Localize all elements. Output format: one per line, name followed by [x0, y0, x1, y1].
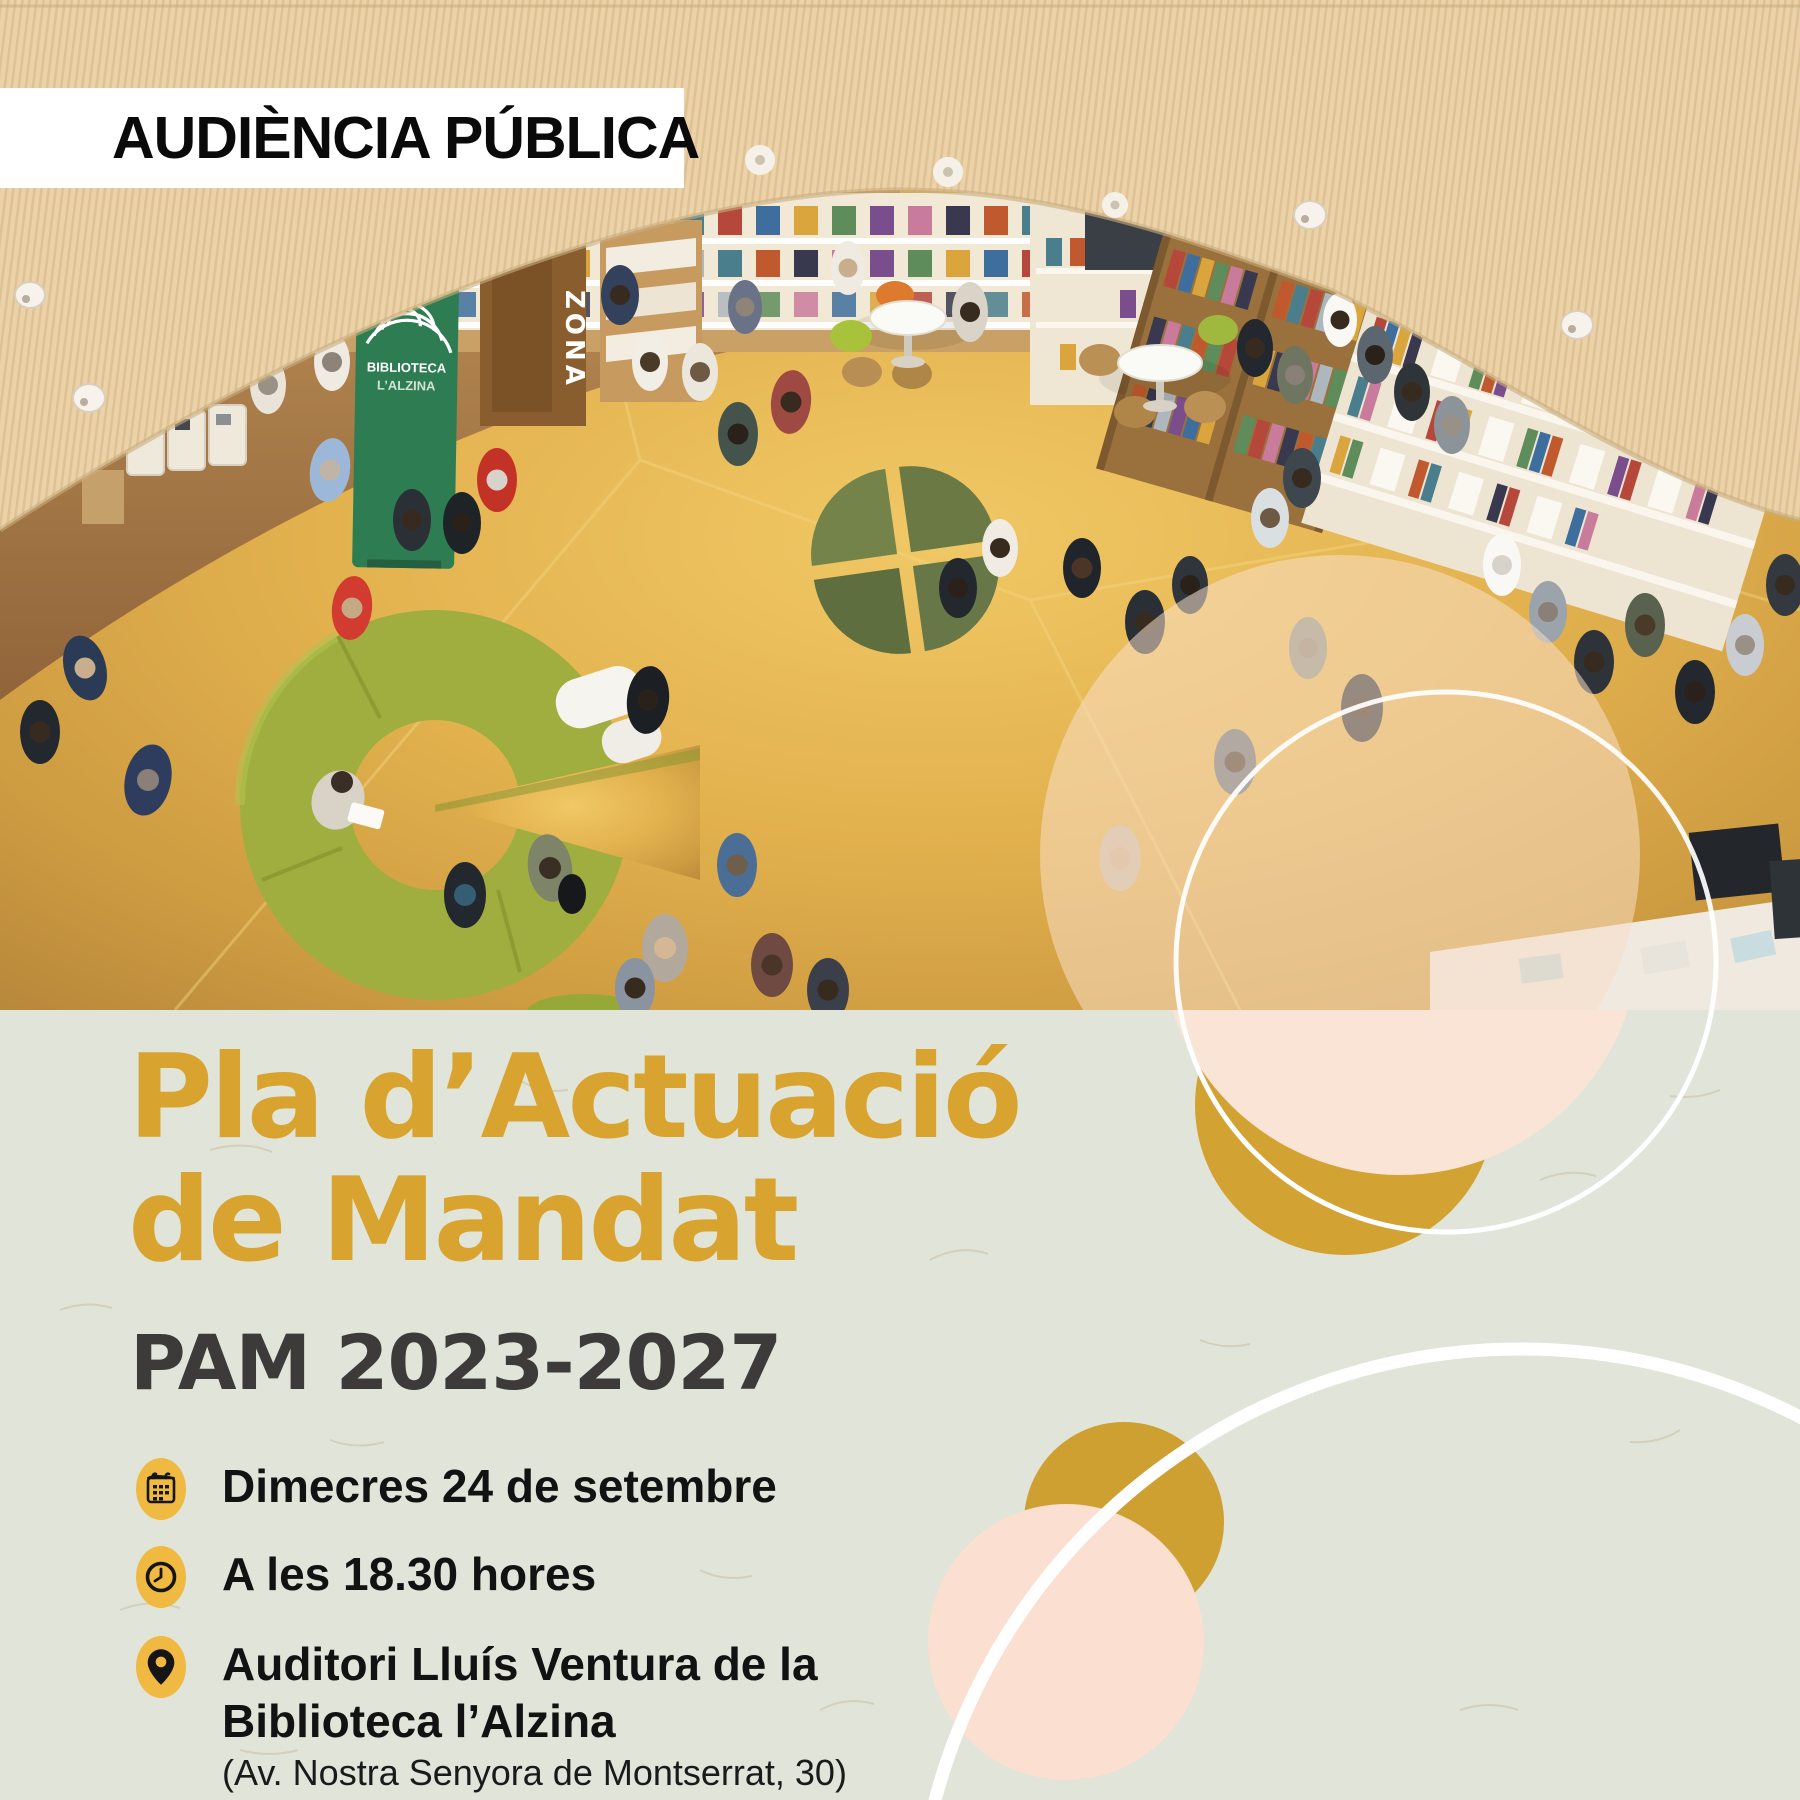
detail-time	[136, 1546, 596, 1608]
time-text: A les 18.30 hores	[222, 1548, 597, 1600]
rollup-text-line1: BIBLIOTECA	[366, 359, 447, 376]
poster-title	[128, 1030, 1020, 1288]
title-line2: de Mandat	[128, 1153, 797, 1288]
calendar-icon	[136, 1458, 186, 1520]
detail-date	[136, 1458, 777, 1520]
audiencia-banner	[0, 88, 700, 188]
poster-subtitle: PAM 2023-2027	[130, 1318, 782, 1407]
location-icon	[136, 1636, 186, 1698]
clock-icon	[136, 1546, 186, 1608]
rollup-text-line2: L’ALZINA	[376, 377, 436, 394]
detail-location	[136, 1636, 847, 1796]
location-text-line2: Biblioteca l’Alzina	[222, 1695, 616, 1747]
monitor-side	[1769, 859, 1800, 939]
location-text-line1: Auditori Lluís Ventura de la	[222, 1638, 818, 1690]
location-address: (Av. Nostra Senyora de Montserrat, 30)	[222, 1752, 847, 1793]
title-line1: Pla d’Actuació	[128, 1030, 1020, 1165]
banner-label: AUDIÈNCIA PÚBLICA	[112, 105, 700, 171]
date-text: Dimecres 24 de setembre	[222, 1460, 777, 1512]
zona-label: ZONA	[559, 290, 589, 389]
